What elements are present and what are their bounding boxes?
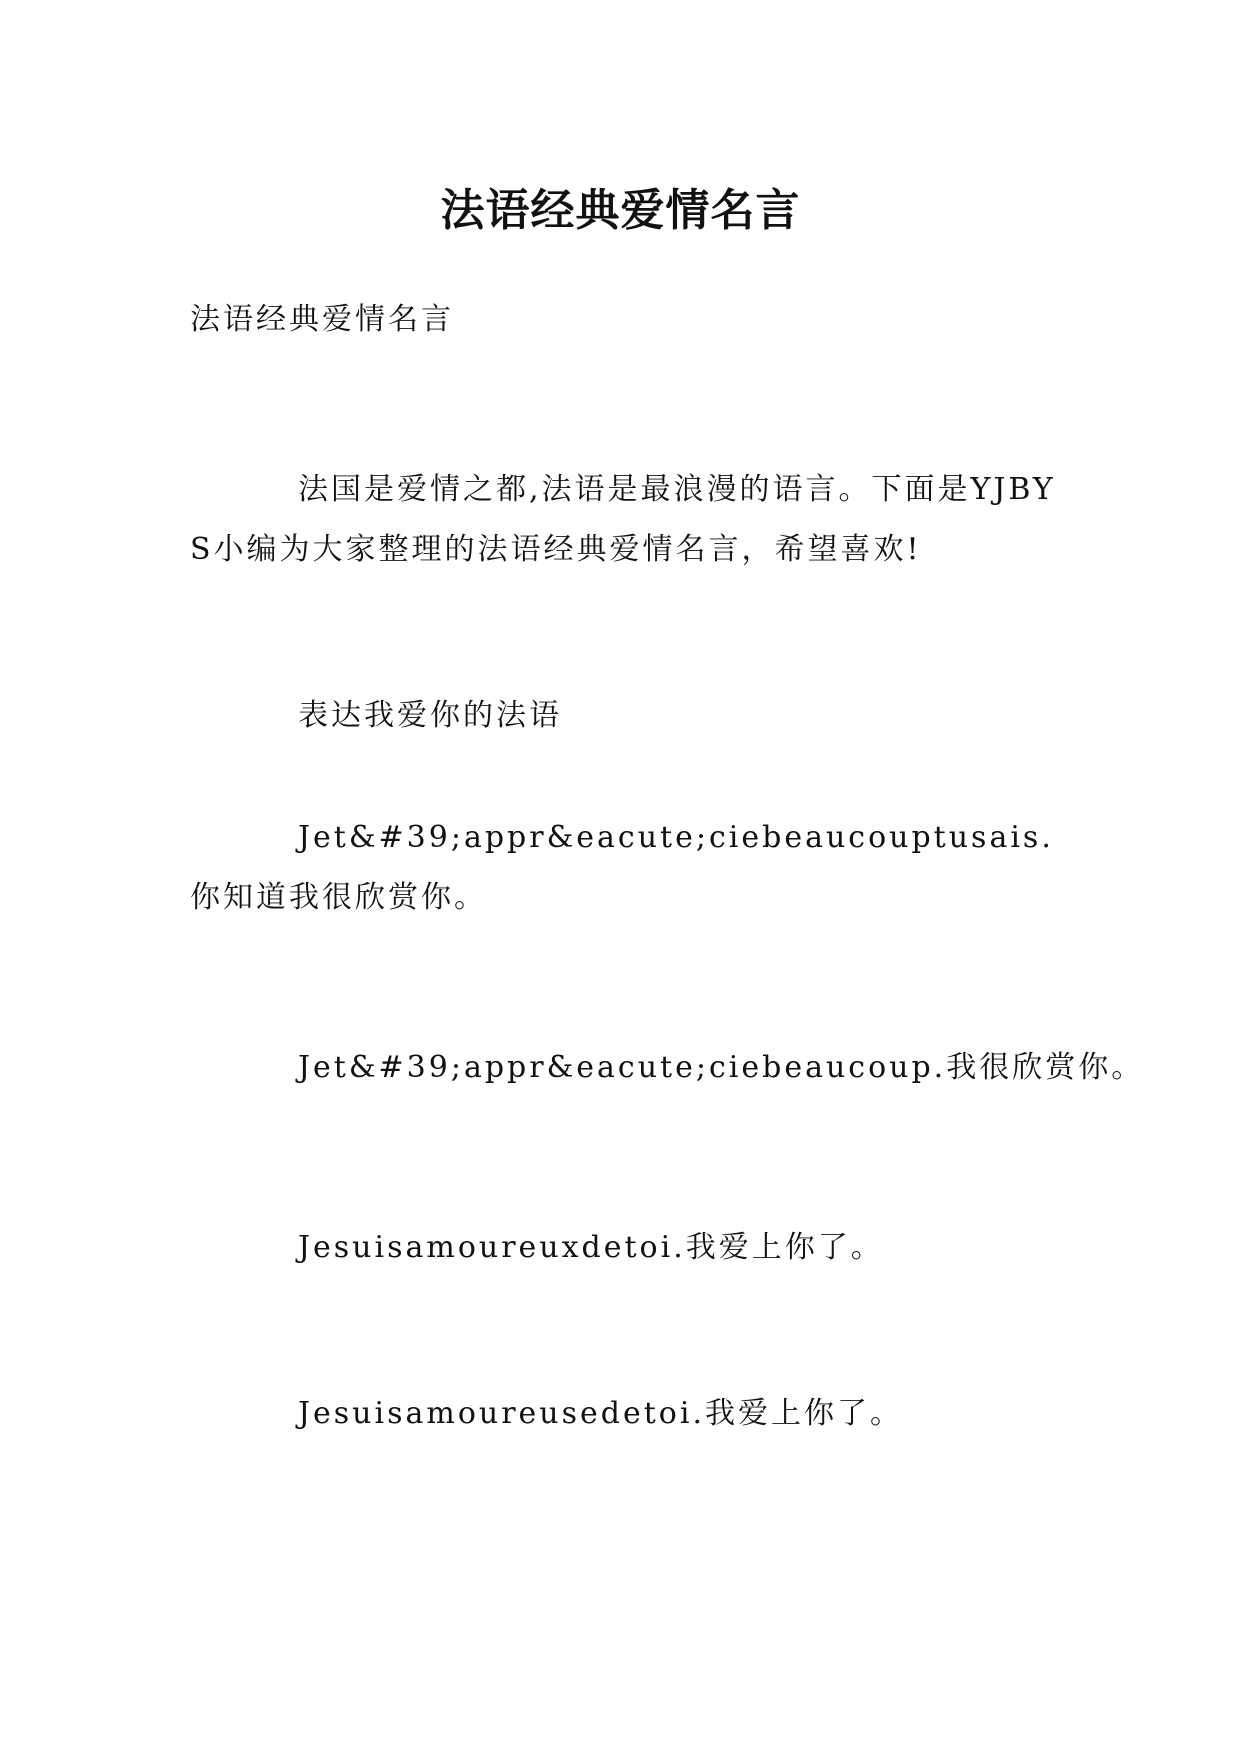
- paragraph-section-heading: 表达我爱你的法语: [298, 698, 562, 733]
- paragraph-intro: 法国是爱情之都,法语是最浪漫的语言。下面是YJBYS小编为大家整理的法语经典爱情名言，希望喜欢!: [190, 472, 1056, 567]
- paragraph-quote-1: Jet&#39;appr&eacute;ciebeaucouptusais.你知道我很欣赏你。: [190, 820, 1054, 915]
- paragraph-quote-2: Jet&#39;appr&eacute;ciebeaucoup.我很欣赏你。: [298, 1050, 1145, 1085]
- document-title: 法语经典爱情名言: [440, 185, 801, 237]
- paragraph-heading: 法语经典爱情名言: [190, 302, 454, 337]
- paragraph-quote-3: Jesuisamoureuxdetoi.我爱上你了。: [298, 1230, 884, 1265]
- paragraph-quote-4: Jesuisamoureusedetoi.我爱上你了。: [298, 1396, 903, 1431]
